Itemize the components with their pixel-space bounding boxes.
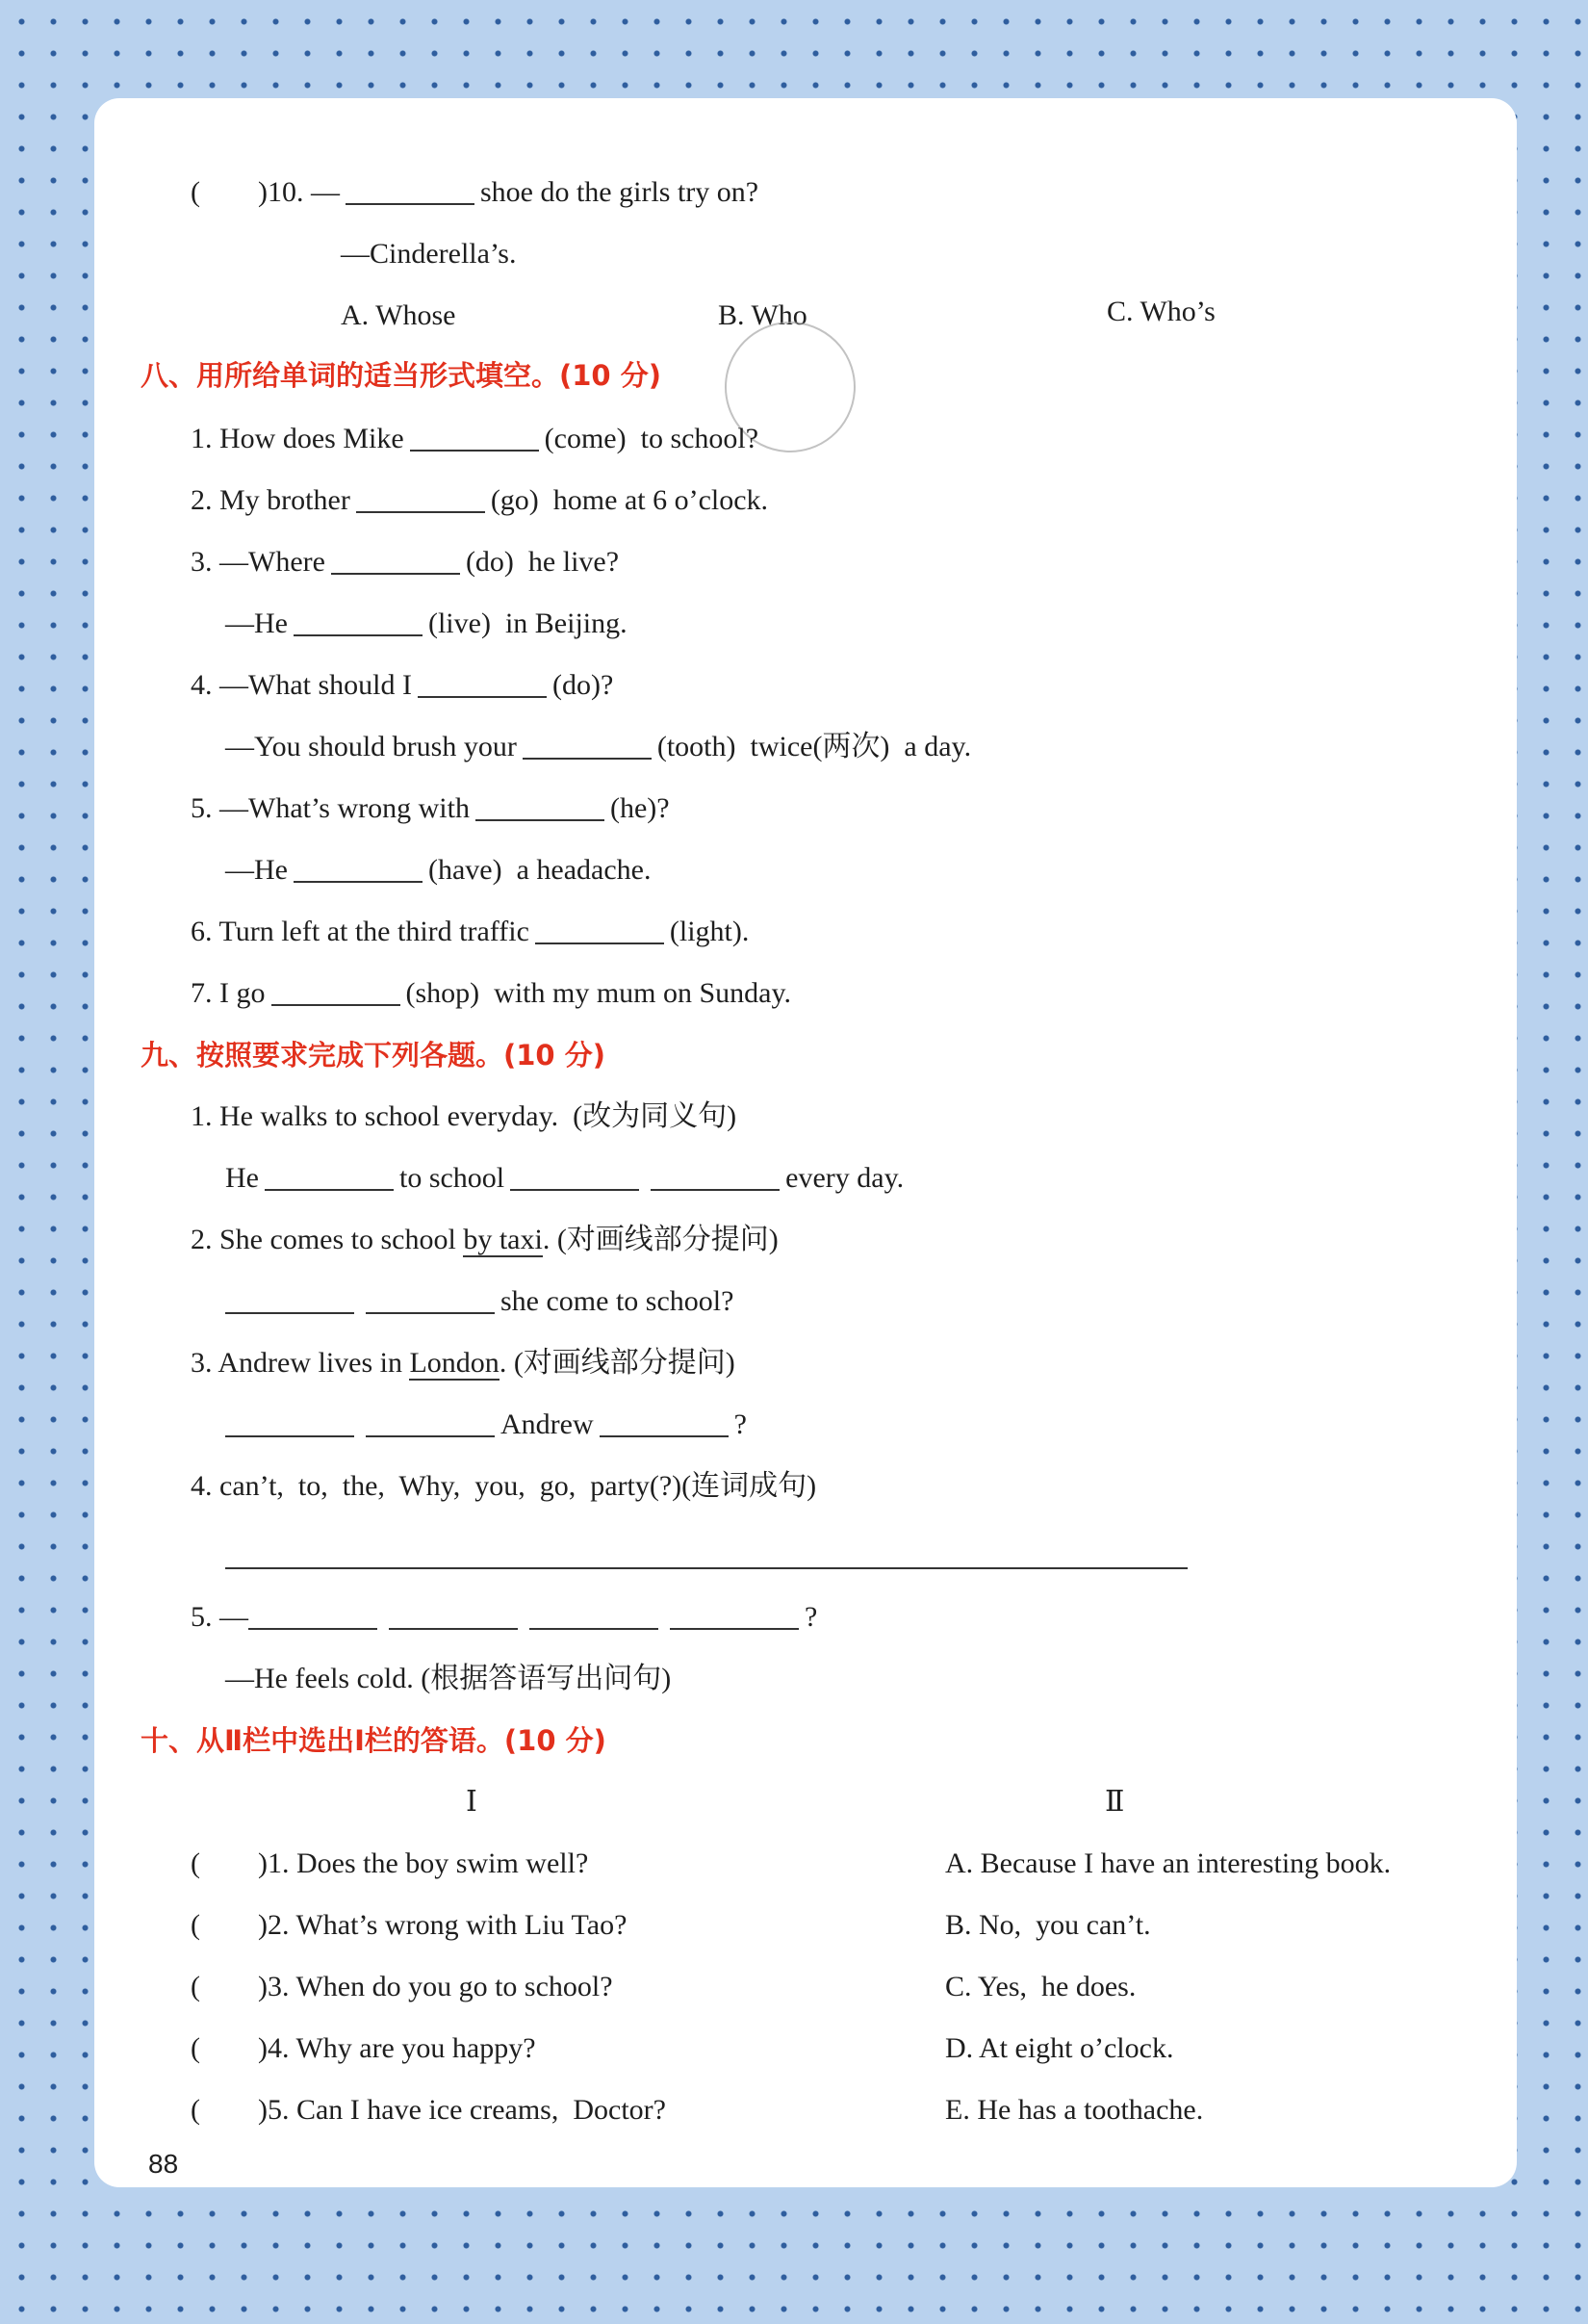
s10-right-item: E. He has a toothache. [945, 2094, 1204, 2126]
s10-left-item: ( )5. Can I have ice creams, Doctor? [191, 2094, 666, 2126]
s10-right-item: A. Because I have an interesting book. [945, 1847, 1392, 1879]
s10-left-item: ( )2. What’s wrong with Liu Tao? [191, 1909, 628, 1941]
column-ii-header: Ⅱ [1105, 1786, 1125, 1818]
s9-q4-answer-line [225, 1540, 1188, 1578]
q10-answer: —Cinderella’s. [341, 238, 517, 270]
s8-item: —You should brush your (tooth) twice(两次) a day. [225, 731, 972, 762]
q10-option-c: C. Who’s [1107, 296, 1216, 327]
q10-option-a: A. Whose [341, 299, 456, 331]
s10-left-item: ( )1. Does the boy swim well? [191, 1847, 589, 1879]
section-8-heading: 八、用所给单词的适当形式填空。(10 分) [141, 359, 661, 392]
q10-question: ( )10. — shoe do the girls try on? [191, 176, 759, 208]
s8-item: 4. —What should I (do)? [191, 669, 614, 701]
section-10-heading: 十、从Ⅱ栏中选出Ⅰ栏的答语。(10 分) [141, 1724, 606, 1757]
s9-q1-answer: He to school every day. [225, 1162, 905, 1194]
s8-item: 2. My brother (go) home at 6 o’clock. [191, 484, 769, 516]
s9-q5-answer: —He feels cold. (根据答语写出问句) [225, 1663, 672, 1694]
worksheet-page [94, 98, 1517, 2187]
s9-q3: 3. Andrew lives in London. (对画线部分提问) [191, 1347, 735, 1379]
s9-q3-answer: Andrew ? [225, 1407, 747, 1442]
s10-right-item: C. Yes, he does. [945, 1971, 1137, 2002]
s9-q2-answer: she come to school? [225, 1284, 733, 1319]
column-i-header: Ⅰ [466, 1786, 477, 1818]
s8-item: 7. I go (shop) with my mum on Sunday. [191, 977, 792, 1009]
s8-item: 5. —What’s wrong with (he)? [191, 792, 670, 824]
section-9-heading: 九、按照要求完成下列各题。(10 分) [141, 1039, 605, 1072]
s10-left-item: ( )4. Why are you happy? [191, 2032, 536, 2064]
s8-item: —He (live) in Beijing. [225, 607, 628, 639]
s8-item: 3. —Where (do) he live? [191, 546, 620, 578]
s9-q5: 5. — ? [191, 1601, 818, 1633]
s9-q1: 1. He walks to school everyday. (改为同义句) [191, 1100, 737, 1132]
s8-item: 1. How does Mike (come) to school? [191, 423, 759, 454]
s8-item: —He (have) a headache. [225, 854, 652, 886]
q10-option-b: B. Who [718, 299, 807, 331]
s10-right-item: B. No, you can’t. [945, 1909, 1151, 1941]
s9-q4: 4. can’t, to, the, Why, you, go, party(?)(连词成句) [191, 1470, 817, 1502]
page-number: 88 [148, 2149, 179, 2179]
s9-q2: 2. She comes to school by taxi. (对画线部分提问) [191, 1224, 779, 1255]
s10-right-item: D. At eight o’clock. [945, 2032, 1174, 2064]
s10-left-item: ( )3. When do you go to school? [191, 1971, 613, 2002]
s8-item: 6. Turn left at the third traffic (light). [191, 916, 750, 947]
